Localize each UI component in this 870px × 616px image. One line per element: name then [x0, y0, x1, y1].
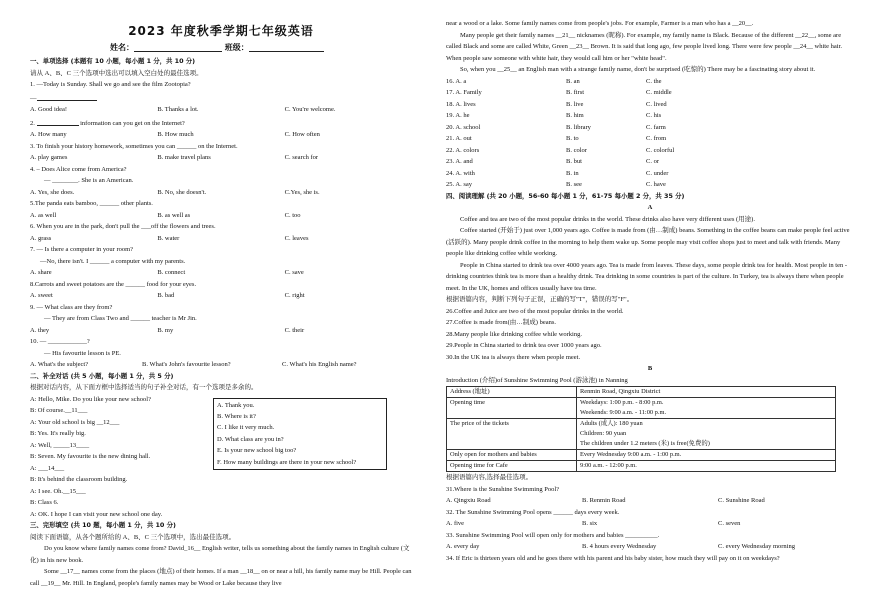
option-b[interactable]: B. 4 hours every Wednesday — [582, 543, 657, 550]
left-column — [30, 0, 412, 589]
table-row — [447, 387, 836, 398]
q1-stem: 1. —Today is Sunday. Shall we go and see the film Zootopia? — [30, 81, 191, 88]
option-c[interactable]: C. You're welcome. — [284, 106, 336, 113]
dialogue-line: A: Well, _____13____ — [30, 441, 90, 449]
option-a[interactable]: A. play games — [30, 154, 68, 161]
q8-options — [30, 290, 412, 302]
cloze-choice-row: 24. A. with B. in C. under — [446, 169, 669, 177]
option-b[interactable]: B. make travel plans — [157, 154, 211, 161]
q32-options — [446, 518, 854, 530]
right-column — [446, 0, 854, 564]
box-option: C. I like it very much. — [217, 424, 275, 432]
pool-info-table — [446, 386, 836, 472]
option-a[interactable]: A. Good idea! — [30, 106, 68, 113]
option-c[interactable]: C. What's his English name? — [282, 361, 357, 368]
q10-options — [30, 359, 412, 371]
q34-stem: 34. If Eric is thirteen years old and he goes there with his parent and his baby sister, how much they will pay on it on weekdays? — [446, 554, 780, 562]
q10-stem: 10. — ____________? — [30, 338, 90, 345]
option-b[interactable]: B. connect — [157, 269, 186, 276]
table-row — [447, 398, 836, 419]
option-c[interactable]: C. How often — [284, 131, 320, 138]
q3-stem: 3. To finish your history homework, sometimes you can ______ on the Internet. — [30, 142, 238, 150]
dialogue-line: B: Yes. It's really big. — [30, 430, 86, 437]
q1-line: — — [30, 91, 412, 105]
dialogue — [30, 394, 412, 521]
cloze-choice-row: 19. A. he B. him C. his — [446, 112, 662, 119]
q9-options — [30, 325, 412, 337]
table-key: Opening time — [447, 398, 577, 419]
passage-a-instruction: 根据语篇内容，判断下列句子正误，正确的写"T"，错误的写"F"。 — [446, 296, 634, 303]
class-label: 班级： — [224, 43, 249, 52]
cloze-paragraph-2-cont: near a wood or a lake. Some family names come from people's jobs. For example, Farmer is a man who has a __20__. — [446, 20, 754, 27]
cloze-paragraph-1: Do you know where family names come from? David_16__ English writer, tells us something about the family names in English culture (文化) in his new book. — [30, 545, 410, 564]
option-c[interactable]: C. search for — [284, 154, 319, 161]
q4-options — [30, 187, 412, 199]
q7-stem: 7. — Is there a computer in your room? — [30, 246, 134, 253]
dialogue-line: A: ___14___ — [30, 464, 65, 472]
option-b[interactable]: B. Thanks a lot. — [157, 106, 199, 113]
q32-stem: 32. The Sunshine Swimming Pool opens ______ days every week. — [446, 508, 620, 516]
name-class-line — [30, 40, 412, 56]
dialogue-line: A: OK. I hope I can visit your new school one day. — [30, 510, 163, 518]
cloze-choice-row: 23. A. and B. but C. or — [446, 158, 659, 165]
option-a[interactable]: A. share — [30, 269, 52, 276]
option-a[interactable]: A. every day — [446, 543, 480, 550]
option-c[interactable]: C. Sunshine Road — [718, 497, 765, 504]
q33-options — [446, 541, 854, 553]
option-c[interactable]: C. their — [284, 326, 305, 334]
q2-stem: 2. information can you get on the Internet? — [30, 116, 412, 130]
dialogue-line: B: Of course.__11___ — [30, 407, 88, 414]
table-key: Address (地址) — [447, 387, 577, 398]
option-c[interactable]: C. save — [284, 269, 304, 276]
cloze-choice-row: 20. A. school B. library C. farm — [446, 123, 666, 131]
q31-stem: 31.Where is the Sunshine Swimming Pool? — [446, 485, 560, 493]
q1-options — [30, 104, 412, 116]
section4-heading: 四、阅读理解 (共 20 小题，56-60 每小题 1 分，61-75 每小题 2 分，共 35 分) — [446, 191, 685, 200]
q4-stem: 4. – Does Alice come from America? — [30, 165, 127, 173]
option-a[interactable]: A. What's the subject? — [30, 361, 89, 368]
section2-heading: 二、补全对话 (共 5 小题，每小题 1 分，共 5 分) — [30, 371, 174, 380]
q31-options — [446, 495, 854, 507]
cloze-choice-row: 25. A. say B. see C. have — [446, 181, 666, 188]
q33-stem: 33. Sunshine Swimming Pool will open only for mothers and babies __________. — [446, 531, 660, 539]
option-a[interactable]: A. sweet — [30, 292, 53, 299]
option-b[interactable]: B. What's John's favourite lesson? — [142, 361, 231, 368]
dialogue-line: B: Seven. My favourite is the new dining hall. — [30, 453, 151, 460]
tf-statement: 29.People in China started to drink tea over 1000 years ago. — [446, 342, 602, 349]
option-c[interactable]: C. too — [284, 211, 301, 219]
cloze-paragraph-3: Many people get their family names __21__ nicknames (昵称). For example, my family name is Black. Because of the different __22__, some are called Black and some are called White, Green __23__ Brown. It is said that long ago, few people lived long. There were few people __24__ white hair. When people saw someone with white hair, they would call him or her "white head". — [446, 31, 842, 62]
table-row — [447, 461, 836, 472]
q3-options — [30, 152, 412, 164]
box-option: F. How many buildings are there in your new school? — [217, 458, 357, 466]
section3-heading: 三、完形填空 (共 10 题，每小题 1 分，共 10 分) — [30, 521, 176, 529]
dialogue-line: A: Hello, Mike. Do you like your new school? — [30, 395, 151, 403]
cloze-paragraph-2: Some __17__ names come from the places (地点) of their homes. If a man __18__ on or near a hill, his family name may be Hill. People can call __19__ Mr. Hill. In England, people's family names may be Wood or Lake because they live — [30, 568, 412, 587]
option-c[interactable]: C. seven — [718, 520, 741, 527]
q6-options — [30, 233, 412, 245]
cloze-choice-row: 17. A. Family B. first C. middle — [446, 89, 672, 96]
cloze-choice-row: 18. A. lives B. live C. lived — [446, 100, 667, 108]
cloze-paragraph-4: So, when you __25__ an English man with a strange family name, don't be surprised (吃惊的) There may be a fascinating story about it. — [460, 66, 816, 73]
option-b[interactable]: B. No, she doesn't. — [157, 188, 207, 196]
option-c[interactable]: C.Yes, she is. — [284, 188, 320, 196]
option-a[interactable]: A. Qingxiu Road — [446, 497, 491, 504]
exam-title: 2023 年度秋季学期七年级英语 — [128, 24, 314, 38]
dialogue-line: B: It's behind the classroom building. — [30, 476, 128, 483]
tf-statement: 30.In the UK tea is always there when people meet. — [446, 353, 581, 361]
tf-statement: 26.Coffee and Juice are two of the most popular drinks in the world. — [446, 307, 624, 315]
box-option: B. Where is it? — [217, 412, 256, 420]
q2-options — [30, 129, 412, 141]
passage-b-intro: Introduction (介绍)of Sunshine Swimming Pool (游泳池) in Nanning — [446, 376, 628, 384]
passage-b-instruction: 根据语篇内容,选择最佳选项。 — [446, 474, 533, 481]
cloze-choice-row: 22. A. colors B. color C. colorful — [446, 146, 675, 154]
tf-statement: 27.Coffee is made from(由…制成) beans. — [446, 319, 556, 326]
section3-instruction: 阅读下面语篇，从各个题所给的 A、B、C 三个选项中，选出最佳选项。 — [30, 533, 236, 541]
option-b[interactable]: B. How much — [157, 131, 194, 138]
q9-line: — They are from Class Two and ______ teacher is Mr Jin. — [44, 315, 197, 322]
q10-line: — His favourite lesson is PE. — [44, 349, 121, 357]
box-option: E. Is your new school big too? — [217, 447, 297, 455]
passage-b-label: B — [647, 365, 653, 372]
table-value: Adults (成人): 180 yuan Children: 90 yuan The children under 1.2 meters (米) is free(免费的) — [577, 419, 836, 450]
q9-stem: 9. — What class are they from? — [30, 303, 113, 311]
option-b[interactable]: B. Renmin Road — [582, 497, 626, 504]
passage-a-label: A — [647, 204, 653, 211]
q7-options — [30, 267, 412, 279]
box-option: A. Thank you. — [217, 401, 255, 409]
option-b[interactable]: B. six — [582, 520, 598, 527]
name-field[interactable] — [134, 42, 222, 52]
name-label: 姓名： — [110, 43, 134, 52]
option-a[interactable]: A. they — [30, 326, 50, 334]
passage-a-p3: People in China started to drink tea over 4000 years ago. Tea is made from leaves. These days, some people drink tea for health. Most people in ten - drinking countries think tea is more than a healthy drink. Tea drinking in some countries is part of the culture. In Turkey, tea is always there when people meet. In the UK, homes and offices usually have tea time. — [446, 261, 848, 292]
table-row — [447, 450, 836, 461]
option-c[interactable]: C. leaves — [284, 234, 309, 242]
table-row — [447, 419, 836, 450]
table-value: Weekdays: 1:00 p.m. - 8:00 p.m. Weekends: 9:00 a.m. - 11:00 p.m. — [577, 398, 836, 419]
q7-line: —No, there isn't. I ______ a computer with my parents. — [40, 257, 186, 265]
option-b[interactable]: B. water — [157, 234, 180, 242]
option-a[interactable]: A. as well — [30, 211, 57, 219]
passage-a-p2: Coffee started (开始于) just over 1,000 years ago. Coffee is made from (由…制成) beans. Something in the coffee beans can make people feel active (活跃的). Many people drink coffee in the morning to help them wake up. Some people may visit coffee shops just to meet and talk with friends. Many people like drinking coffee while working. — [446, 227, 850, 257]
dialogue-line: B: Class 6. — [30, 499, 59, 506]
q8-stem: 8.Carrots and sweet potatoes are the ______ food for your eyes. — [30, 280, 197, 288]
box-option: D. What class are you in? — [217, 435, 284, 443]
dialogue-line: A: Your old school is big __12___ — [30, 418, 120, 426]
options-box — [213, 398, 387, 470]
table-value: Every Wednesday 9:00 a.m. - 1:00 p.m. — [577, 450, 836, 461]
q4-line: — ________. She is an American. — [44, 177, 134, 184]
q6-stem: 6. When you are in the park, don't pull the ___off the flowers and trees. — [30, 223, 216, 230]
option-c[interactable]: C. every Wednesday morning — [718, 543, 795, 550]
cloze-choice-row: 16. A. a B. an C. the — [446, 77, 662, 85]
option-b[interactable]: B. my — [157, 326, 174, 334]
q5-options — [30, 210, 412, 222]
class-field[interactable] — [249, 42, 324, 52]
passage-a-p1: Coffee and tea are two of the most popular drinks in the world. These drinks also have very different uses (用途). — [460, 215, 755, 223]
q5-stem: 5.The panda eats bamboo, ______ other plants. — [30, 200, 153, 207]
cloze-choice-row: 21. A. out B. to C. from — [446, 135, 667, 142]
section1-heading: 一、单项选择 (本题有 10 小题，每小题 1 分，共 10 分) — [30, 57, 196, 65]
table-key: Only open for mothers and babies — [447, 450, 577, 461]
option-a[interactable]: A. five — [446, 520, 465, 527]
option-b[interactable]: B. as well as — [157, 211, 191, 219]
option-c[interactable]: C. right — [284, 292, 305, 299]
option-b[interactable]: B. bad — [157, 292, 175, 299]
section1-instruction: 请从 A、B、C 三个选项中选出可以填入空白处的最佳选项。 — [30, 69, 203, 77]
dialogue-line: A: I see. Oh.__15___ — [30, 487, 86, 495]
option-a[interactable]: A. grass — [30, 234, 52, 242]
table-value: Renmin Road, Qingxiu District — [577, 387, 836, 398]
option-a[interactable]: A. How many — [30, 131, 67, 138]
table-value: 9:00 a.m. - 12:00 p.m. — [577, 461, 836, 472]
option-a[interactable]: A. Yes, she does. — [30, 188, 75, 196]
table-key: Opening time for Cafe — [447, 461, 577, 472]
table-key: The price of the tickets — [447, 419, 577, 450]
section2-instruction: 根据对话内容，从下面方框中选择适当的句子补全对话，有一个选项是多余的。 — [30, 384, 258, 391]
tf-statement: 28.Many people like drinking coffee while working. — [446, 330, 582, 338]
